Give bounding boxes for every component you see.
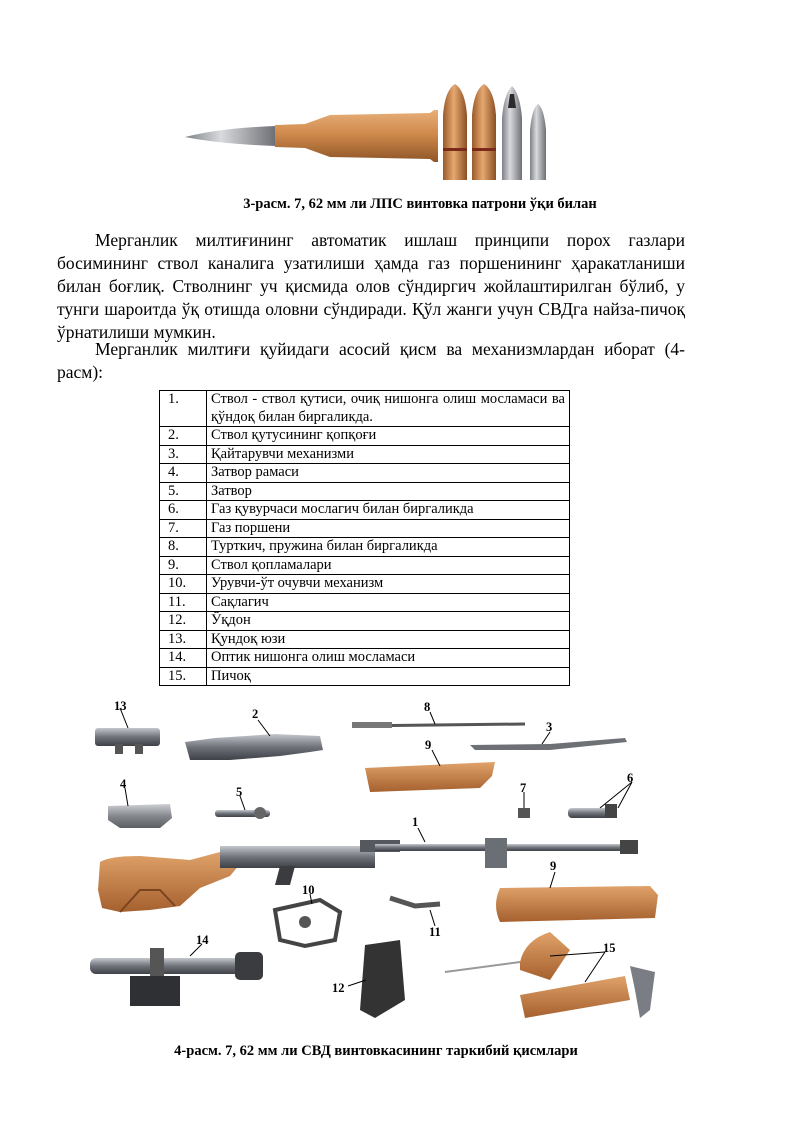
figure-3-caption: 3-расм. 7, 62 мм ли ЛПС винтовка патрони ўқи билан <box>243 196 597 212</box>
label-9-lower: 9 <box>550 859 557 873</box>
label-2: 2 <box>252 707 259 721</box>
part-number: 14. <box>160 649 207 668</box>
part-description: Сақлагич <box>207 593 570 612</box>
part-description: Пичоқ <box>207 667 570 686</box>
label-6: 6 <box>627 771 634 785</box>
table-row <box>160 612 570 631</box>
part-description: Ствол - ствол қутиси, очиқ нишонга олиш мосламаси ва қўндоқ билан биргаликда. <box>207 391 570 427</box>
part-number: 11. <box>160 593 207 612</box>
table-row <box>160 649 570 668</box>
part-number: 12. <box>160 612 207 631</box>
rifle-parts-illustration <box>80 700 660 1030</box>
cartridge-illustration <box>180 80 560 185</box>
label-4: 4 <box>120 777 127 791</box>
part-13-butt-plate <box>95 728 160 754</box>
part-6-gas-tube <box>568 804 617 818</box>
part-number: 8. <box>160 538 207 557</box>
part-description: Затвор <box>207 482 570 501</box>
part-4-bolt-carrier <box>108 804 172 828</box>
part-9-handguard-lower <box>496 886 658 922</box>
part-description: Урувчи-ўт очувчи механизм <box>207 575 570 594</box>
part-11-safety <box>390 898 440 906</box>
label-14: 14 <box>196 933 209 947</box>
label-1: 1 <box>412 815 419 829</box>
table-row <box>160 630 570 649</box>
part-description: Турткич, пружина билан биргаликда <box>207 538 570 557</box>
table-row <box>160 556 570 575</box>
part-number: 7. <box>160 519 207 538</box>
bullet-brass-2 <box>472 84 496 180</box>
part-number: 4. <box>160 464 207 483</box>
table-row <box>160 391 570 427</box>
table-row <box>160 482 570 501</box>
table-row <box>160 575 570 594</box>
table-row <box>160 667 570 686</box>
table-row <box>160 519 570 538</box>
parts-table <box>159 390 570 686</box>
table-row <box>160 538 570 557</box>
part-number: 15. <box>160 667 207 686</box>
table-row <box>160 445 570 464</box>
part-description: Газ қувурчаси мослагич билан биргаликда <box>207 501 570 520</box>
part-description: Газ поршени <box>207 519 570 538</box>
label-12: 12 <box>332 981 345 995</box>
table-row <box>160 464 570 483</box>
part-description: Затвор рамаси <box>207 464 570 483</box>
part-14-scope <box>90 948 263 1006</box>
part-number: 3. <box>160 445 207 464</box>
part-9-handguard-upper <box>365 762 495 792</box>
part-number: 5. <box>160 482 207 501</box>
table-row <box>160 593 570 612</box>
part-number: 1. <box>160 391 207 427</box>
label-10: 10 <box>302 883 315 897</box>
part-number: 9. <box>160 556 207 575</box>
label-3: 3 <box>546 720 553 734</box>
part-description: Оптик нишонга олиш мосламаси <box>207 649 570 668</box>
label-11: 11 <box>429 925 441 939</box>
part-8-rod <box>352 722 525 728</box>
part-12-magazine <box>360 940 405 1018</box>
label-7: 7 <box>520 781 527 795</box>
table-row <box>160 427 570 446</box>
part-10-trigger-mechanism <box>275 900 340 946</box>
part-description: Қайтарувчи механизми <box>207 445 570 464</box>
label-5: 5 <box>236 785 243 799</box>
part-description: Ствол қутусининг қопқоғи <box>207 427 570 446</box>
cartridge-bullet <box>185 126 275 146</box>
bullet-brass-1 <box>443 84 467 180</box>
cartridge-case <box>275 110 438 162</box>
figure-4-caption: 4-расм. 7, 62 мм ли СВД винтовкасининг таркибий қисмлари <box>174 1043 578 1059</box>
part-7-gas-piston <box>518 808 530 818</box>
part-3-recoil-mechanism <box>470 738 627 750</box>
part-number: 13. <box>160 630 207 649</box>
bullet-steel-2 <box>530 104 546 180</box>
part-15-bayonet <box>445 932 655 1018</box>
paragraph-2: Мерганлик милтиғи қуйидаги асосий қисм ва механизмлардан иборат (4-расм): <box>57 339 685 382</box>
part-5-bolt <box>215 807 270 819</box>
part-2-receiver-cover <box>185 734 323 760</box>
part-number: 2. <box>160 427 207 446</box>
table-row <box>160 501 570 520</box>
paragraph-1: Мерганлик милтиғининг автоматик ишлаш принципи порох газлари босимининг ствол каналига узатилиши ҳамда газ поршенининг ҳаракатланиши билан боғлиқ. Стволнинг уч қисмида олов сўндиргич жойлаштирилган бўлиб, у тунги шароитда ўқ отишда оловни сўндиради. Қўл жанги учун СВДга найза-пичоқ ўрнатилиши мумкин. <box>57 230 685 342</box>
part-number: 6. <box>160 501 207 520</box>
label-15: 15 <box>603 941 616 955</box>
part-description: Қундоқ юзи <box>207 630 570 649</box>
label-9-upper: 9 <box>425 738 432 752</box>
part-description: Ўқдон <box>207 612 570 631</box>
label-13: 13 <box>114 700 127 713</box>
label-8: 8 <box>424 700 431 714</box>
part-description: Ствол қопламалари <box>207 556 570 575</box>
part-number: 10. <box>160 575 207 594</box>
bullet-steel-1 <box>502 86 522 180</box>
